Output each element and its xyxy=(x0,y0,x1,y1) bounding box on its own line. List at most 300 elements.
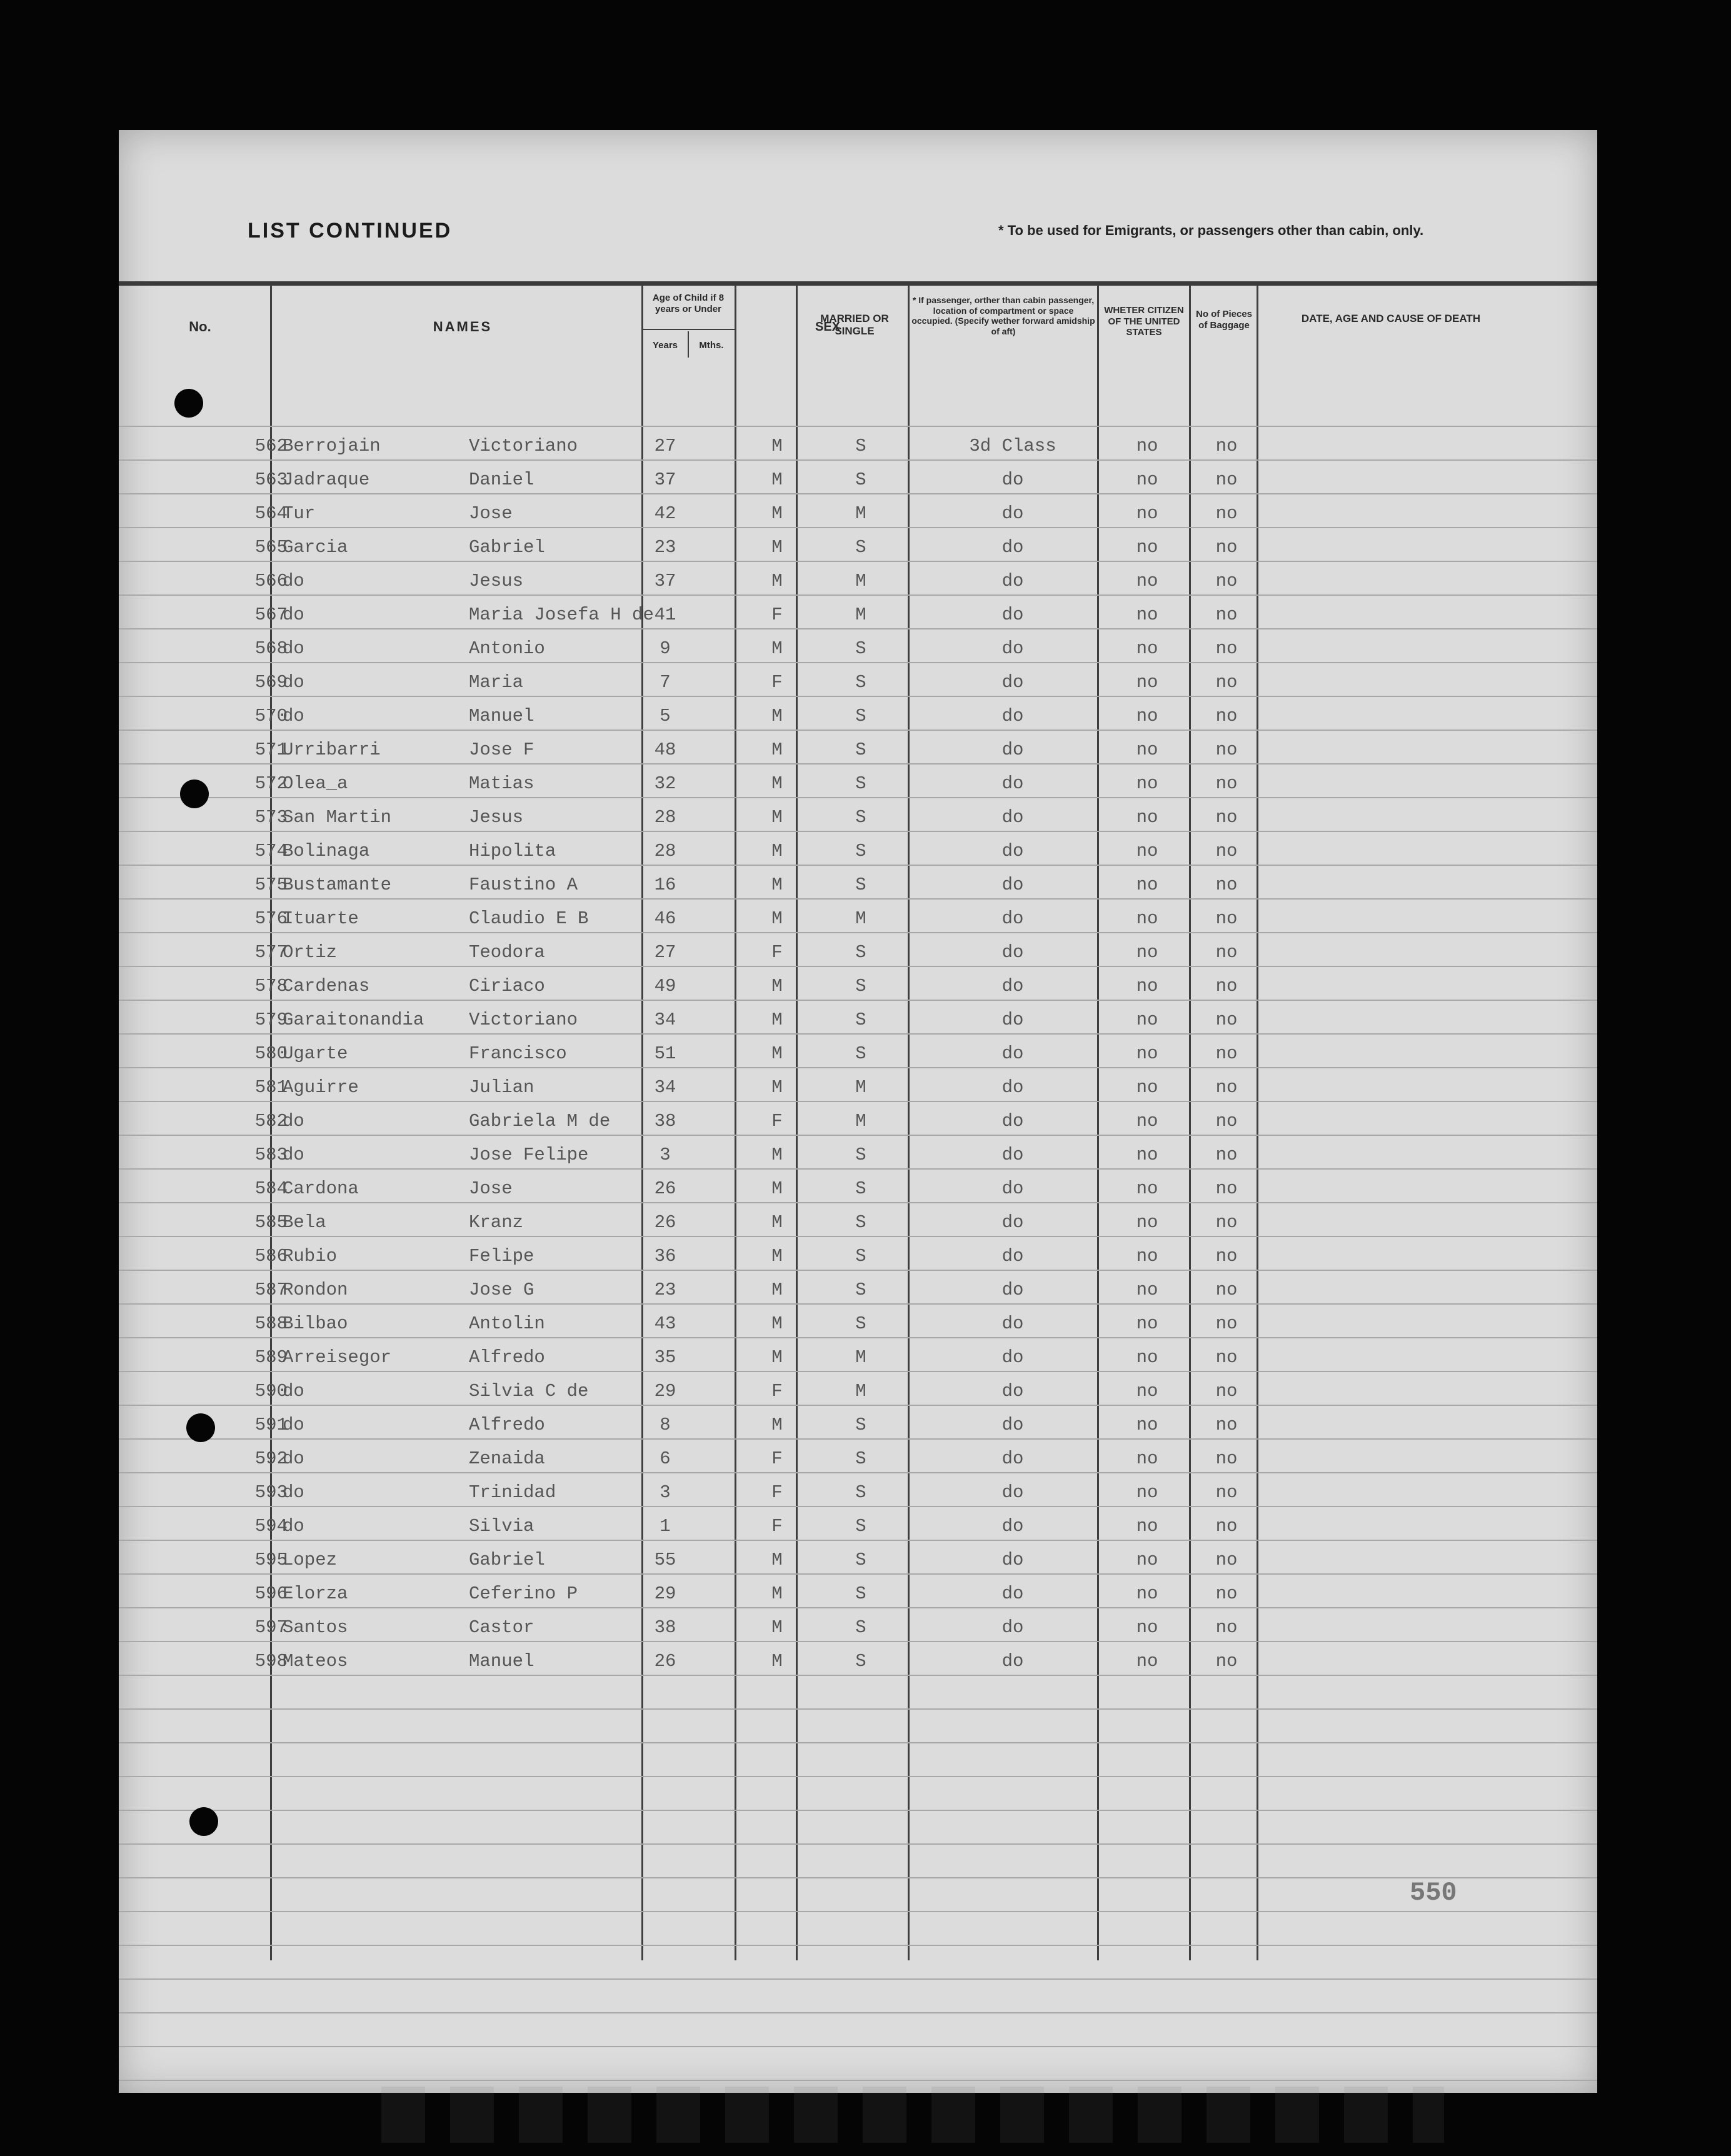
entry-age: 27 xyxy=(654,942,676,963)
entry-passage: do xyxy=(1001,1583,1024,1604)
entry-baggage: no xyxy=(1215,1145,1238,1165)
ruled-line xyxy=(119,1708,1597,1710)
entry-age: 38 xyxy=(654,1617,676,1638)
entry-given-name: Jose xyxy=(469,503,513,524)
entry-surname: Tur xyxy=(283,503,316,524)
entry-number: 563 xyxy=(254,469,288,490)
entry-passage: do xyxy=(1001,1381,1024,1401)
entry-citizen: no xyxy=(1136,976,1158,996)
entry-citizen: no xyxy=(1136,604,1158,625)
entry-sex: M xyxy=(771,976,783,996)
entry-given-name: Jesus xyxy=(469,571,524,591)
entry-citizen: no xyxy=(1136,1583,1158,1604)
table-row xyxy=(119,841,1597,863)
entry-married-single: S xyxy=(855,1178,866,1199)
entry-surname: Bela xyxy=(283,1212,326,1233)
entry-number: 584 xyxy=(254,1178,288,1199)
entry-number: 569 xyxy=(254,672,288,693)
entry-age: 8 xyxy=(660,1415,671,1435)
entry-married-single: S xyxy=(855,1516,866,1537)
ruled-line xyxy=(119,527,1597,528)
ruled-line xyxy=(119,898,1597,900)
entry-married-single: S xyxy=(855,638,866,659)
table-row xyxy=(119,1651,1597,1673)
entry-citizen: no xyxy=(1136,942,1158,963)
entry-surname: do xyxy=(283,1381,304,1401)
entry-baggage: no xyxy=(1215,1280,1238,1300)
entry-baggage: no xyxy=(1215,1482,1238,1503)
entry-surname: Bilbao xyxy=(283,1313,348,1334)
entry-surname: Elorza xyxy=(283,1583,348,1604)
entry-given-name: Teodora xyxy=(469,942,545,963)
table-row xyxy=(119,1280,1597,1302)
entry-sex: M xyxy=(771,537,783,558)
entry-surname: do xyxy=(283,706,304,726)
table-row xyxy=(119,976,1597,998)
ruled-line xyxy=(119,2080,1597,2081)
entry-number: 571 xyxy=(254,740,288,760)
entry-age: 28 xyxy=(654,807,676,828)
col-header-age-of-child: Age of Child if 8 years or Under xyxy=(652,293,725,314)
entry-passage: do xyxy=(1001,740,1024,760)
table-row xyxy=(119,1246,1597,1268)
divider-age-sub xyxy=(641,329,735,330)
table-row xyxy=(119,469,1597,492)
entry-given-name: Castor xyxy=(469,1617,534,1638)
entry-number: 595 xyxy=(254,1550,288,1570)
entry-sex: F xyxy=(771,604,783,625)
table-row xyxy=(119,672,1597,694)
entry-passage: do xyxy=(1001,706,1024,726)
entry-number: 567 xyxy=(254,604,288,625)
entry-baggage: no xyxy=(1215,638,1238,659)
table-row xyxy=(119,1482,1597,1505)
entry-passage: do xyxy=(1001,503,1024,524)
entry-citizen: no xyxy=(1136,1246,1158,1266)
entry-age: 29 xyxy=(654,1381,676,1401)
table-row xyxy=(119,1583,1597,1606)
ruled-line xyxy=(119,831,1597,832)
entry-baggage: no xyxy=(1215,1043,1238,1064)
entry-given-name: Jose Felipe xyxy=(469,1145,589,1165)
entry-citizen: no xyxy=(1136,1448,1158,1469)
entry-age: 27 xyxy=(654,436,676,456)
entry-age: 5 xyxy=(660,706,671,726)
entry-married-single: S xyxy=(855,469,866,490)
entry-passage: do xyxy=(1001,1550,1024,1570)
entry-sex: M xyxy=(771,1415,783,1435)
entry-age: 1 xyxy=(660,1516,671,1537)
entry-age: 7 xyxy=(660,672,671,693)
entry-surname: Rondon xyxy=(283,1280,348,1300)
entry-given-name: Alfredo xyxy=(469,1415,545,1435)
ruled-line xyxy=(119,932,1597,933)
entry-given-name: Ciriaco xyxy=(469,976,545,996)
entry-baggage: no xyxy=(1215,908,1238,929)
entry-number: 564 xyxy=(254,503,288,524)
entry-given-name: Francisco xyxy=(469,1043,567,1064)
entry-citizen: no xyxy=(1136,1313,1158,1334)
col-header-death: DATE, AGE AND CAUSE OF DEATH xyxy=(1301,313,1481,324)
table-row xyxy=(119,908,1597,931)
ruled-line xyxy=(119,1168,1597,1170)
entry-given-name: Jose G xyxy=(469,1280,534,1300)
entry-age: 23 xyxy=(654,1280,676,1300)
ruled-line xyxy=(119,2046,1597,2047)
ruled-line xyxy=(119,1607,1597,1608)
entry-married-single: S xyxy=(855,1448,866,1469)
entry-passage: do xyxy=(1001,1043,1024,1064)
entry-married-single: S xyxy=(855,1313,866,1334)
entry-married-single: S xyxy=(855,1550,866,1570)
entry-passage: do xyxy=(1001,604,1024,625)
entry-passage: do xyxy=(1001,1516,1024,1537)
entry-citizen: no xyxy=(1136,1178,1158,1199)
table-row xyxy=(119,706,1597,728)
ruled-line xyxy=(119,426,1597,427)
entry-baggage: no xyxy=(1215,1617,1238,1638)
entry-given-name: Victoriano xyxy=(469,1010,578,1030)
entry-baggage: no xyxy=(1215,773,1238,794)
entry-number: 566 xyxy=(254,571,288,591)
entry-age: 3 xyxy=(660,1145,671,1165)
entry-baggage: no xyxy=(1215,841,1238,861)
entry-sex: M xyxy=(771,1178,783,1199)
entry-sex: M xyxy=(771,1651,783,1672)
entry-baggage: no xyxy=(1215,942,1238,963)
entry-baggage: no xyxy=(1215,537,1238,558)
entry-citizen: no xyxy=(1136,1415,1158,1435)
entry-baggage: no xyxy=(1215,1111,1238,1131)
table-row xyxy=(119,1617,1597,1640)
entry-passage: do xyxy=(1001,1280,1024,1300)
ruled-line xyxy=(119,1101,1597,1102)
entry-given-name: Maria Josefa H de xyxy=(469,604,654,625)
entry-baggage: no xyxy=(1215,1077,1238,1098)
entry-sex: M xyxy=(771,1617,783,1638)
entry-age: 28 xyxy=(654,841,676,861)
entry-baggage: no xyxy=(1215,503,1238,524)
ruled-line xyxy=(119,1877,1597,1878)
ruled-line xyxy=(119,1438,1597,1440)
entry-sex: F xyxy=(771,1381,783,1401)
entry-married-single: S xyxy=(855,1043,866,1064)
ruled-line xyxy=(119,1776,1597,1777)
emigrant-note: * To be used for Emigrants, or passengers other than cabin, only. xyxy=(998,223,1424,238)
ruled-line xyxy=(119,459,1597,461)
table-row xyxy=(119,1313,1597,1336)
entry-surname: do xyxy=(283,571,304,591)
table-row xyxy=(119,1043,1597,1066)
entry-married-single: S xyxy=(855,976,866,996)
entry-married-single: S xyxy=(855,1280,866,1300)
entry-passage: do xyxy=(1001,1111,1024,1131)
entry-citizen: no xyxy=(1136,908,1158,929)
entry-number: 573 xyxy=(254,807,288,828)
entry-passage: do xyxy=(1001,1077,1024,1098)
col-header-baggage: No of Pieces of Baggage xyxy=(1195,309,1253,331)
entry-given-name: Manuel xyxy=(469,706,534,726)
entry-age: 48 xyxy=(654,740,676,760)
entry-citizen: no xyxy=(1136,706,1158,726)
table-row xyxy=(119,875,1597,897)
entry-sex: F xyxy=(771,1482,783,1503)
entry-sex: M xyxy=(771,1550,783,1570)
col-header-names: NAMES xyxy=(433,319,493,334)
entry-sex: M xyxy=(771,1280,783,1300)
entry-age: 9 xyxy=(660,638,671,659)
entry-surname: Cardona xyxy=(283,1178,359,1199)
entry-number: 589 xyxy=(254,1347,288,1368)
entry-passage: do xyxy=(1001,672,1024,693)
ruled-line xyxy=(119,1573,1597,1575)
entry-sex: F xyxy=(771,672,783,693)
entry-given-name: Antonio xyxy=(469,638,545,659)
entry-number: 577 xyxy=(254,942,288,963)
entry-age: 3 xyxy=(660,1482,671,1503)
entry-passage: do xyxy=(1001,1212,1024,1233)
entry-married-single: S xyxy=(855,1415,866,1435)
entry-married-single: S xyxy=(855,875,866,895)
entry-baggage: no xyxy=(1215,807,1238,828)
entry-given-name: Victoriano xyxy=(469,436,578,456)
entry-baggage: no xyxy=(1215,604,1238,625)
entry-citizen: no xyxy=(1136,672,1158,693)
entry-passage: do xyxy=(1001,469,1024,490)
entry-passage: do xyxy=(1001,773,1024,794)
entry-number: 596 xyxy=(254,1583,288,1604)
table-row xyxy=(119,436,1597,458)
entry-age: 37 xyxy=(654,571,676,591)
entry-given-name: Jesus xyxy=(469,807,524,828)
table-row xyxy=(119,807,1597,830)
entry-citizen: no xyxy=(1136,571,1158,591)
entry-passage: do xyxy=(1001,1145,1024,1165)
entry-married-single: S xyxy=(855,773,866,794)
entry-baggage: no xyxy=(1215,1381,1238,1401)
entry-given-name: Gabriel xyxy=(469,1550,545,1570)
entry-married-single: S xyxy=(855,942,866,963)
entry-number: 587 xyxy=(254,1280,288,1300)
entry-given-name: Alfredo xyxy=(469,1347,545,1368)
ruled-line xyxy=(119,1978,1597,1980)
ruled-line xyxy=(119,696,1597,697)
entry-given-name: Daniel xyxy=(469,469,534,490)
entry-number: 592 xyxy=(254,1448,288,1469)
entry-number: 579 xyxy=(254,1010,288,1030)
entry-given-name: Manuel xyxy=(469,1651,534,1672)
entry-baggage: no xyxy=(1215,1448,1238,1469)
entry-passage: do xyxy=(1001,1313,1024,1334)
entry-passage: do xyxy=(1001,908,1024,929)
punch-hole xyxy=(186,1413,215,1442)
entry-number: 562 xyxy=(254,436,288,456)
entry-number: 578 xyxy=(254,976,288,996)
ruled-line xyxy=(119,1135,1597,1136)
entry-baggage: no xyxy=(1215,740,1238,760)
entry-married-single: M xyxy=(855,1381,866,1401)
col-header-citizen: WHETER CITIZEN OF THE UNITED STATES xyxy=(1104,305,1184,338)
entry-surname: Arreisegor xyxy=(283,1347,392,1368)
ruled-line xyxy=(119,1742,1597,1743)
entry-married-single: S xyxy=(855,1482,866,1503)
table-row xyxy=(119,1178,1597,1201)
entry-number: 598 xyxy=(254,1651,288,1672)
ruled-line xyxy=(119,1303,1597,1305)
entry-surname: Urribarri xyxy=(283,740,381,760)
entry-citizen: no xyxy=(1136,1617,1158,1638)
entry-surname: do xyxy=(283,1448,304,1469)
entry-married-single: S xyxy=(855,672,866,693)
entry-passage: do xyxy=(1001,537,1024,558)
punch-hole xyxy=(174,389,203,418)
entry-married-single: S xyxy=(855,706,866,726)
entry-given-name: Matias xyxy=(469,773,534,794)
entry-surname: Ugarte xyxy=(283,1043,348,1064)
entry-baggage: no xyxy=(1215,875,1238,895)
entry-baggage: no xyxy=(1215,571,1238,591)
ruled-line xyxy=(119,1911,1597,1912)
entry-baggage: no xyxy=(1215,1550,1238,1570)
page-stamp: 550 xyxy=(1410,1878,1457,1908)
entry-married-single: S xyxy=(855,740,866,760)
entry-married-single: M xyxy=(855,571,866,591)
entry-given-name: Jose xyxy=(469,1178,513,1199)
entry-number: 583 xyxy=(254,1145,288,1165)
entry-age: 38 xyxy=(654,1111,676,1131)
entry-surname: Cardenas xyxy=(283,976,370,996)
entry-given-name: Silvia C de xyxy=(469,1381,589,1401)
entry-passage: do xyxy=(1001,1482,1024,1503)
entry-sex: F xyxy=(771,942,783,963)
entry-surname: Mateos xyxy=(283,1651,348,1672)
entry-passage: do xyxy=(1001,942,1024,963)
entry-passage: do xyxy=(1001,841,1024,861)
entry-baggage: no xyxy=(1215,672,1238,693)
entry-age: 34 xyxy=(654,1077,676,1098)
entry-baggage: no xyxy=(1215,1313,1238,1334)
entry-sex: M xyxy=(771,706,783,726)
entry-sex: M xyxy=(771,1246,783,1266)
punch-hole xyxy=(180,780,209,808)
entry-given-name: Antolin xyxy=(469,1313,545,1334)
entry-baggage: no xyxy=(1215,1516,1238,1537)
ruled-line xyxy=(119,1675,1597,1676)
entry-citizen: no xyxy=(1136,503,1158,524)
entry-sex: M xyxy=(771,740,783,760)
entry-baggage: no xyxy=(1215,1651,1238,1672)
entry-baggage: no xyxy=(1215,706,1238,726)
entry-number: 597 xyxy=(254,1617,288,1638)
entry-given-name: Claudio E B xyxy=(469,908,589,929)
entry-passage: do xyxy=(1001,1178,1024,1199)
entry-age: 49 xyxy=(654,976,676,996)
entry-number: 580 xyxy=(254,1043,288,1064)
entry-baggage: no xyxy=(1215,436,1238,456)
table-row xyxy=(119,942,1597,965)
punch-hole xyxy=(189,1807,218,1836)
ruled-line xyxy=(119,1810,1597,1811)
entry-married-single: S xyxy=(855,1583,866,1604)
entry-surname: Olea_a xyxy=(283,773,348,794)
entry-citizen: no xyxy=(1136,638,1158,659)
entry-married-single: M xyxy=(855,1111,866,1131)
entry-passage: 3d Class xyxy=(969,436,1056,456)
table-row xyxy=(119,638,1597,661)
entry-surname: Jadraque xyxy=(283,469,370,490)
entry-given-name: Hipolita xyxy=(469,841,556,861)
entry-sex: M xyxy=(771,1010,783,1030)
entry-given-name: Julian xyxy=(469,1077,534,1098)
col-header-months: Mths. xyxy=(699,340,724,351)
entry-baggage: no xyxy=(1215,1010,1238,1030)
entry-surname: Bustamante xyxy=(283,875,392,895)
entry-given-name: Trinidad xyxy=(469,1482,556,1503)
entry-number: 593 xyxy=(254,1482,288,1503)
entry-number: 574 xyxy=(254,841,288,861)
entry-baggage: no xyxy=(1215,1212,1238,1233)
entry-surname: Ortiz xyxy=(283,942,338,963)
entry-age: 35 xyxy=(654,1347,676,1368)
entry-age: 46 xyxy=(654,908,676,929)
entry-sex: M xyxy=(771,1347,783,1368)
entry-number: 582 xyxy=(254,1111,288,1131)
entry-married-single: S xyxy=(855,841,866,861)
list-title: LIST CONTINUED xyxy=(248,219,453,243)
ruled-line xyxy=(119,628,1597,629)
entry-number: 590 xyxy=(254,1381,288,1401)
entry-married-single: S xyxy=(855,1246,866,1266)
table-row xyxy=(119,1010,1597,1032)
entry-given-name: Faustino A xyxy=(469,875,578,895)
entry-number: 565 xyxy=(254,537,288,558)
entry-citizen: no xyxy=(1136,1516,1158,1537)
ruled-line xyxy=(119,1202,1597,1203)
entry-married-single: S xyxy=(855,807,866,828)
entry-sex: F xyxy=(771,1516,783,1537)
ruled-line xyxy=(119,1506,1597,1507)
entry-citizen: no xyxy=(1136,1280,1158,1300)
entry-sex: M xyxy=(771,1145,783,1165)
entry-married-single: M xyxy=(855,503,866,524)
entry-citizen: no xyxy=(1136,740,1158,760)
entry-married-single: S xyxy=(855,1617,866,1638)
ruled-line xyxy=(119,763,1597,765)
entry-citizen: no xyxy=(1136,436,1158,456)
entry-citizen: no xyxy=(1136,537,1158,558)
entry-citizen: no xyxy=(1136,807,1158,828)
entry-given-name: Felipe xyxy=(469,1246,534,1266)
table-row xyxy=(119,740,1597,762)
entry-surname: Rubio xyxy=(283,1246,338,1266)
entry-number: 581 xyxy=(254,1077,288,1098)
entry-citizen: no xyxy=(1136,1010,1158,1030)
entry-citizen: no xyxy=(1136,1111,1158,1131)
entry-married-single: S xyxy=(855,537,866,558)
entry-surname: Bolinaga xyxy=(283,841,370,861)
entry-citizen: no xyxy=(1136,1212,1158,1233)
table-row xyxy=(119,604,1597,627)
entry-citizen: no xyxy=(1136,1381,1158,1401)
table-row xyxy=(119,1415,1597,1437)
entry-citizen: no xyxy=(1136,1077,1158,1098)
entry-age: 36 xyxy=(654,1246,676,1266)
entry-sex: M xyxy=(771,841,783,861)
ruled-line xyxy=(119,1067,1597,1068)
table-row xyxy=(119,1077,1597,1100)
table-row xyxy=(119,1145,1597,1167)
ruled-line xyxy=(119,1033,1597,1035)
